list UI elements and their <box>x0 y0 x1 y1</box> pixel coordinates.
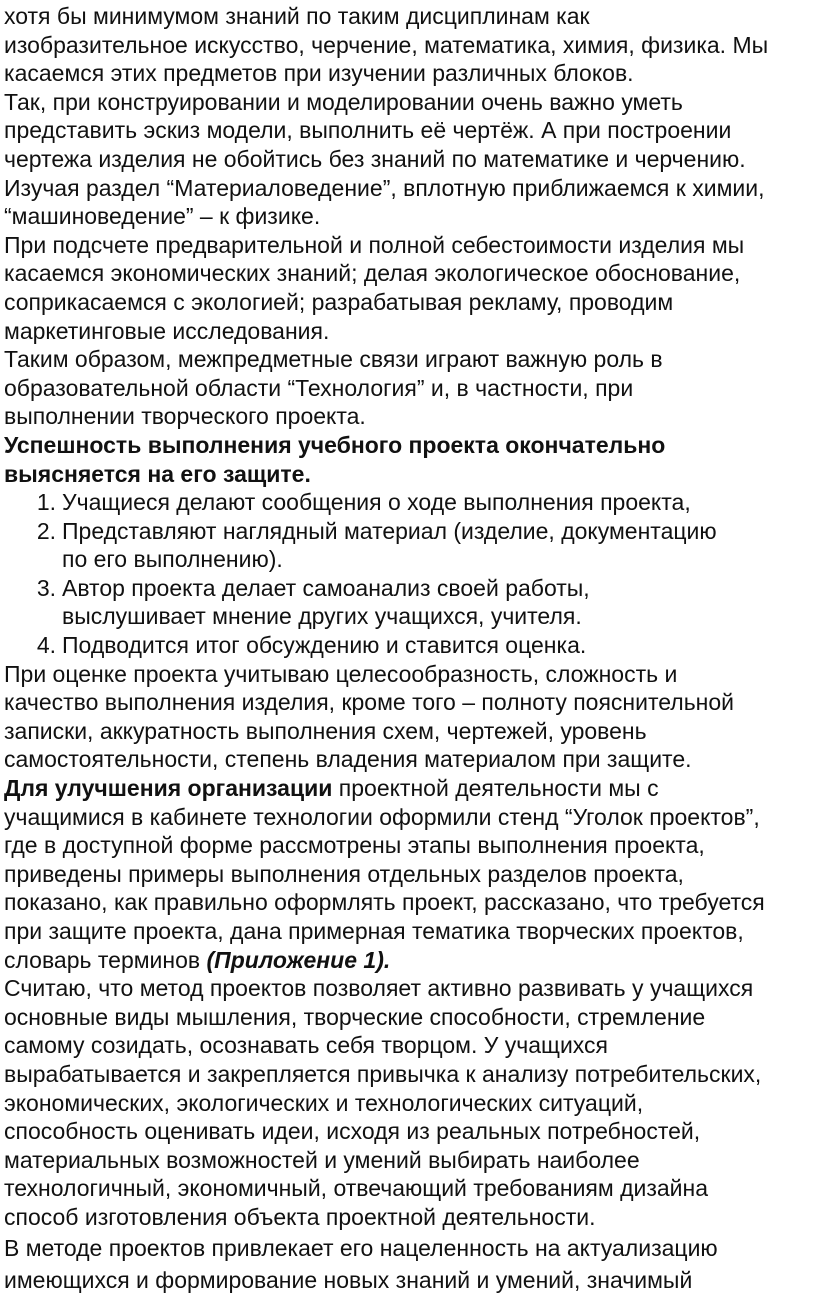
text-line: В методе проектов привлекает его нацеленность на актуализацию <box>4 1234 718 1261</box>
text-line: самому созидать, осознавать себя творцом. У учащихся <box>4 1032 608 1059</box>
text-line: Считаю, что метод проектов позволяет активно развивать у учащихся <box>4 975 754 1002</box>
paragraph-construction <box>4 88 812 231</box>
section-heading <box>4 431 812 488</box>
text-line: соприкасаемся с экологией; разрабатывая рекламу, проводим <box>4 288 674 315</box>
defense-steps-list <box>4 488 812 660</box>
list-item <box>4 574 812 631</box>
heading-line: Успешность выполнения учебного проекта окончательно <box>4 431 666 458</box>
paragraph-evaluation <box>4 660 812 774</box>
list-item-text: Подводится итог обсуждению и ставится оценка. <box>62 632 587 659</box>
list-item-text: по его выполнению). <box>62 546 283 573</box>
text-line: где в доступной форме рассмотрены этапы выполнения проекта, <box>4 832 705 859</box>
paragraph-project-method <box>4 974 812 1231</box>
text-line: выполнении творческого проекта. <box>4 403 366 430</box>
paragraph-method-appeal <box>4 1232 812 1296</box>
text-line: учащимися в кабинете технологии оформили стенд “Уголок проектов”, <box>4 803 760 830</box>
list-item <box>4 631 812 660</box>
text-line: основные виды мышления, творческие способности, стремление <box>4 1003 706 1030</box>
list-item-text: Автор проекта делает самоанализ своей работы, <box>62 574 590 601</box>
bold-lead: Для улучшения организации <box>4 775 333 802</box>
text-line: технологичный, экономичный, отвечающий требованиям дизайна <box>4 1175 709 1202</box>
paragraph-interdisciplinary <box>4 345 812 431</box>
list-number: 4. <box>36 632 56 659</box>
text-line: материальных возможностей и умений выбирать наиболее <box>4 1146 640 1173</box>
heading-line: выясняется на его защите. <box>4 460 311 487</box>
text-fragment: словарь терминов <box>4 946 207 973</box>
text-line: вырабатывается и закрепляется привычка к анализу потребительских, <box>4 1060 762 1087</box>
appendix-reference: (Приложение 1). <box>206 946 391 973</box>
text-line <box>4 774 812 803</box>
text-line: “машиноведение” – к физике. <box>4 203 321 230</box>
text-line <box>4 946 812 975</box>
list-item-text: выслушивает мнение других учащихся, учителя. <box>62 603 582 630</box>
text-line: при защите проекта, дана примерная тематика творческих проектов, <box>4 918 744 944</box>
paragraph-disciplines <box>4 2 812 88</box>
text-line: При подсчете предварительной и полной себестоимости изделия мы <box>4 231 745 258</box>
list-number: 3. <box>36 574 56 601</box>
text-line: При оценке проекта учитываю целесообразность, сложность и <box>4 660 678 687</box>
text-line: качество выполнения изделия, кроме того – полноту пояснительной <box>4 689 735 716</box>
text-line: Изучая раздел “Материаловедение”, вплотную приближаемся к химии, <box>4 174 765 201</box>
text-line: записки, аккуратность выполнения схем, чертежей, уровень <box>4 717 647 744</box>
list-item-text: Учащиеся делают сообщения о ходе выполнения проекта, <box>62 489 691 516</box>
text-line: касаемся этих предметов при изучении различных блоков. <box>4 60 634 87</box>
text-line: Так, при конструировании и моделировании очень важно уметь <box>4 88 683 115</box>
list-number: 1. <box>36 489 56 516</box>
list-item <box>4 517 812 574</box>
text-line: способ изготовления объекта проектной деятельности. <box>4 1203 596 1230</box>
paragraph-organization <box>4 774 812 974</box>
text-line: касаемся экономических знаний; делая экологическое обоснование, <box>4 260 741 287</box>
list-item <box>4 488 812 517</box>
text-line: образовательной области “Технология” и, в частности, при <box>4 374 634 401</box>
text-line: чертежа изделия не обойтись без знаний по математике и черчению. <box>4 145 746 172</box>
text-line: хотя бы минимумом знаний по таким дисциплинам как <box>4 3 590 29</box>
text-line: самостоятельности, степень владения материалом при защите. <box>4 746 692 773</box>
list-item-text: Представляют наглядный материал (изделие, документацию <box>62 517 717 544</box>
text-line: приведены примеры выполнения отдельных разделов проекта, <box>4 860 684 887</box>
text-line: изобразительное искусство, черчение, математика, химия, физика. Мы <box>4 31 769 58</box>
text-line: способность оценивать идеи, исходя из реальных потребностей, <box>4 1118 701 1145</box>
text-line: имеющихся и формирование новых знаний и умений, значимый <box>4 1266 693 1293</box>
text-line: показано, как правильно оформлять проект, рассказано, что требуется <box>4 889 765 916</box>
text-line: маркетинговые исследования. <box>4 317 330 344</box>
text-line: Таким образом, межпредметные связи играют важную роль в <box>4 346 663 373</box>
paragraph-economics <box>4 231 812 345</box>
document-page <box>4 2 812 1296</box>
list-number: 2. <box>36 517 56 544</box>
text-line: представить эскиз модели, выполнить её чертёж. А при построении <box>4 117 732 144</box>
text-line: экономических, экологических и технологических ситуаций, <box>4 1089 644 1116</box>
text-fragment: проектной деятельности мы с <box>332 775 659 802</box>
